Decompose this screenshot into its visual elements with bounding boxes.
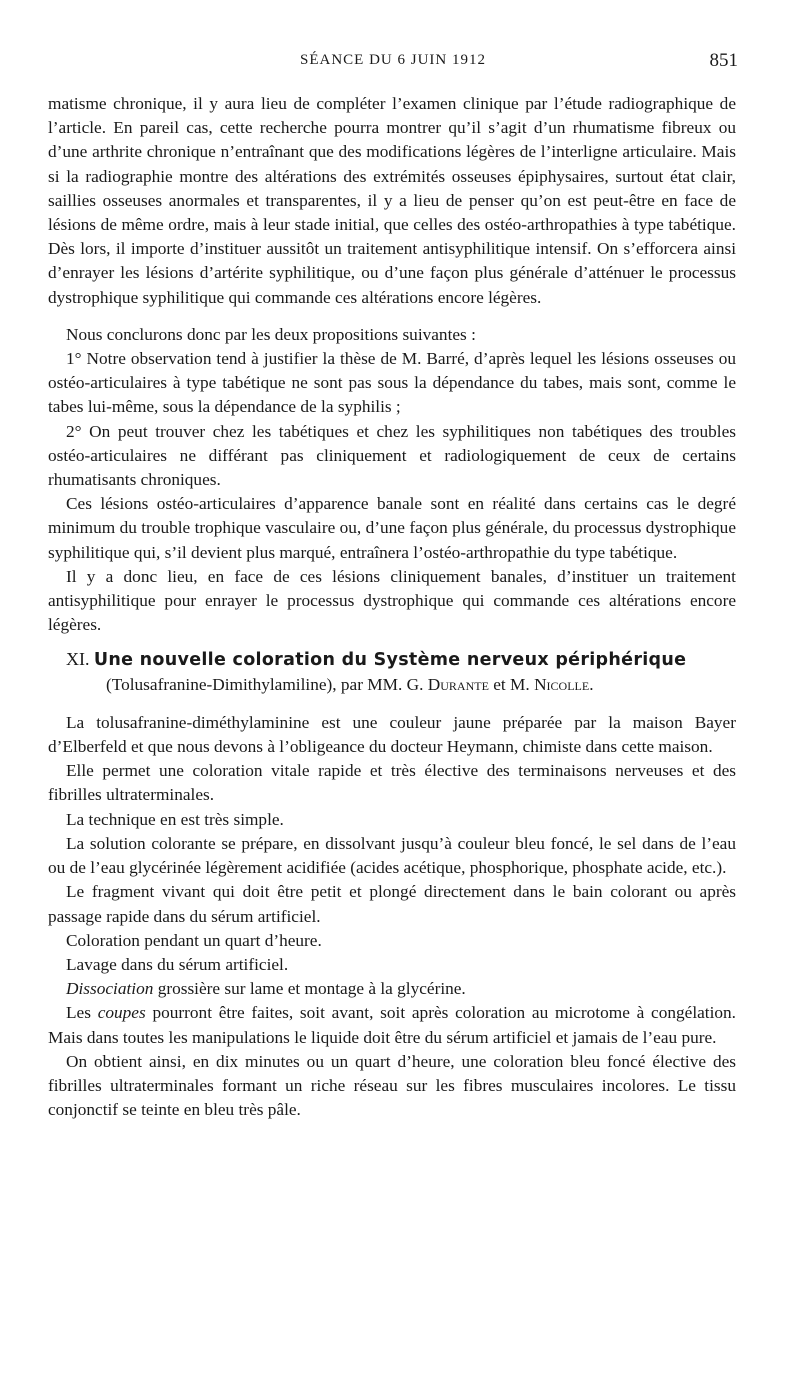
section-paragraph-5: Le fragment vivant qui doit être petit et plongé directement dans le bain colorant ou après passage rapide dans du sérum artificiel. [48,882,736,926]
conclusion-paragraph-4: Il y a donc lieu, en face de ces lésions cliniquement banales, d’instituer un traitement antisyphilitique pour enrayer le processus dystrophique qui commande ces altérations encore légères. [48,566,736,635]
section-paragraph-7: Lavage dans du sérum artificiel. [66,954,289,974]
page-header [48,50,738,74]
conclusion-item-2: 2° On peut trouver chez les tabétiques et chez les syphilitiques non tabétiques des troubles ostéo-articulaires ne différant pas cliniquement et radiologiquement de ceux de certains rhumatisants chroniques. [48,421,736,490]
section-paragraph-4: La solution colorante se prépare, en dissolvant jusqu’à couleur bleu foncé, le sel dans de l’eau ou de l’eau glycérinée légèrement acidifiée (acides acétique, phosphorique, phosphate acide, etc.). [48,833,736,878]
section-paragraph-9 [48,1001,736,1049]
paragraph-9-start: Les [66,1003,98,1023]
author-nicolle: Nicolle [534,674,590,694]
section-subtitle [48,673,736,697]
running-title: SÉANCE DU 6 JUIN 1912 [300,52,486,68]
subtitle-conjunction: et M. [488,674,535,694]
section-title: Une nouvelle coloration du Système nerveux périphérique [93,650,687,671]
section-paragraph-2: Elle permet une coloration vitale rapide et très élective des terminaisons nerveuses et des fibrilles ultraterminales. [48,761,736,805]
conclusion-paragraph-3: Ces lésions ostéo-articulaires d’apparence banale sont en réalité dans certains cas le degré minimum du trouble trophique vasculaire ou, d’une façon plus générale, du processus dystrophique syphilitique qui, s’il devient plus marqué, entraînera l’ostéo-arthropathie du type tabétique. [48,494,736,562]
conclusion-item-1: 1° Notre observation tend à justifier la thèse de M. Barré, d’après lequel les lésions osseuses ou ostéo-articulaires à type tabétique ne sont pas sous la dépendance du tabes, mais sont, comme le tabes lui-même, sous la dépendance de la syphilis ; [48,349,736,417]
subtitle-text: (Tolusafranine-Dimithylamiline), par MM. G. [106,674,428,694]
paragraph-8-text: grossière sur lame et montage à la glycérine. [153,979,466,999]
article-body [48,92,736,1122]
term-coupes: coupes [97,1003,146,1023]
section-paragraph-10: On obtient ainsi, en dix minutes ou un quart d’heure, une coloration bleu foncé élective des fibrilles ultraterminales formant un riche réseau sur les fibres musculaires incolores. Le tissu conjonctif se teinte en bleu très pâle. [48,1051,736,1120]
section-heading [48,647,736,672]
subtitle-end: . [589,674,594,694]
term-dissociation: Dissociation [66,979,154,999]
paragraph-continued: matisme chronique, il y aura lieu de compléter l’examen clinique par l’étude radiographique de l’article. En pareil cas, cette recherche pourra montrer qu’il s’agit d’un rhumatisme fibreux ou d’une arthrite chronique n’entraînant que des modifications légères de l’interligne articulaire. Mais si la radiographie montre des altérations des extrémités osseuses épiphysaires, surtout état clair, saillies osseuses anormales et transparentes, il y a lieu de penser qu’on est peut-être en face de lésions de même ordre, mais à leur stade initial, que celles des ostéo-arthropathies à type tabétique. Dès lors, il importe d’instituer aussitôt un traitement antisyphilitique intensif. On s’efforcera ainsi d’enrayer les lésions d’artérite syphilitique, ou d’une façon plus générale d’atténuer le processus dystrophique syphilitique qui commande ces altérations encore légères. [48,94,736,307]
section-number: XI. [66,649,90,670]
section-paragraph-1: La tolusafranine-diméthylaminine est une couleur jaune préparée par la maison Bayer d’Elberfeld et que nous devons à l’obligeance du docteur Heymann, chimiste dans cette maison. [48,712,736,757]
section-paragraph-3: La technique en est très simple. [66,809,284,829]
section-paragraph-8 [48,977,736,1001]
page-number: 851 [709,50,738,71]
author-durante: Durante [427,674,489,694]
conclusions-intro: Nous conclurons donc par les deux propositions suivantes : [66,324,476,344]
paragraph-9-text: pourront être faites, soit avant, soit après coloration au microtome à congélation. Mais dans toutes les manipulations le liquide doit être du sérum artificiel et jamais de l’eau pure. [48,1003,736,1047]
section-paragraph-6: Coloration pendant un quart d’heure. [66,930,322,950]
